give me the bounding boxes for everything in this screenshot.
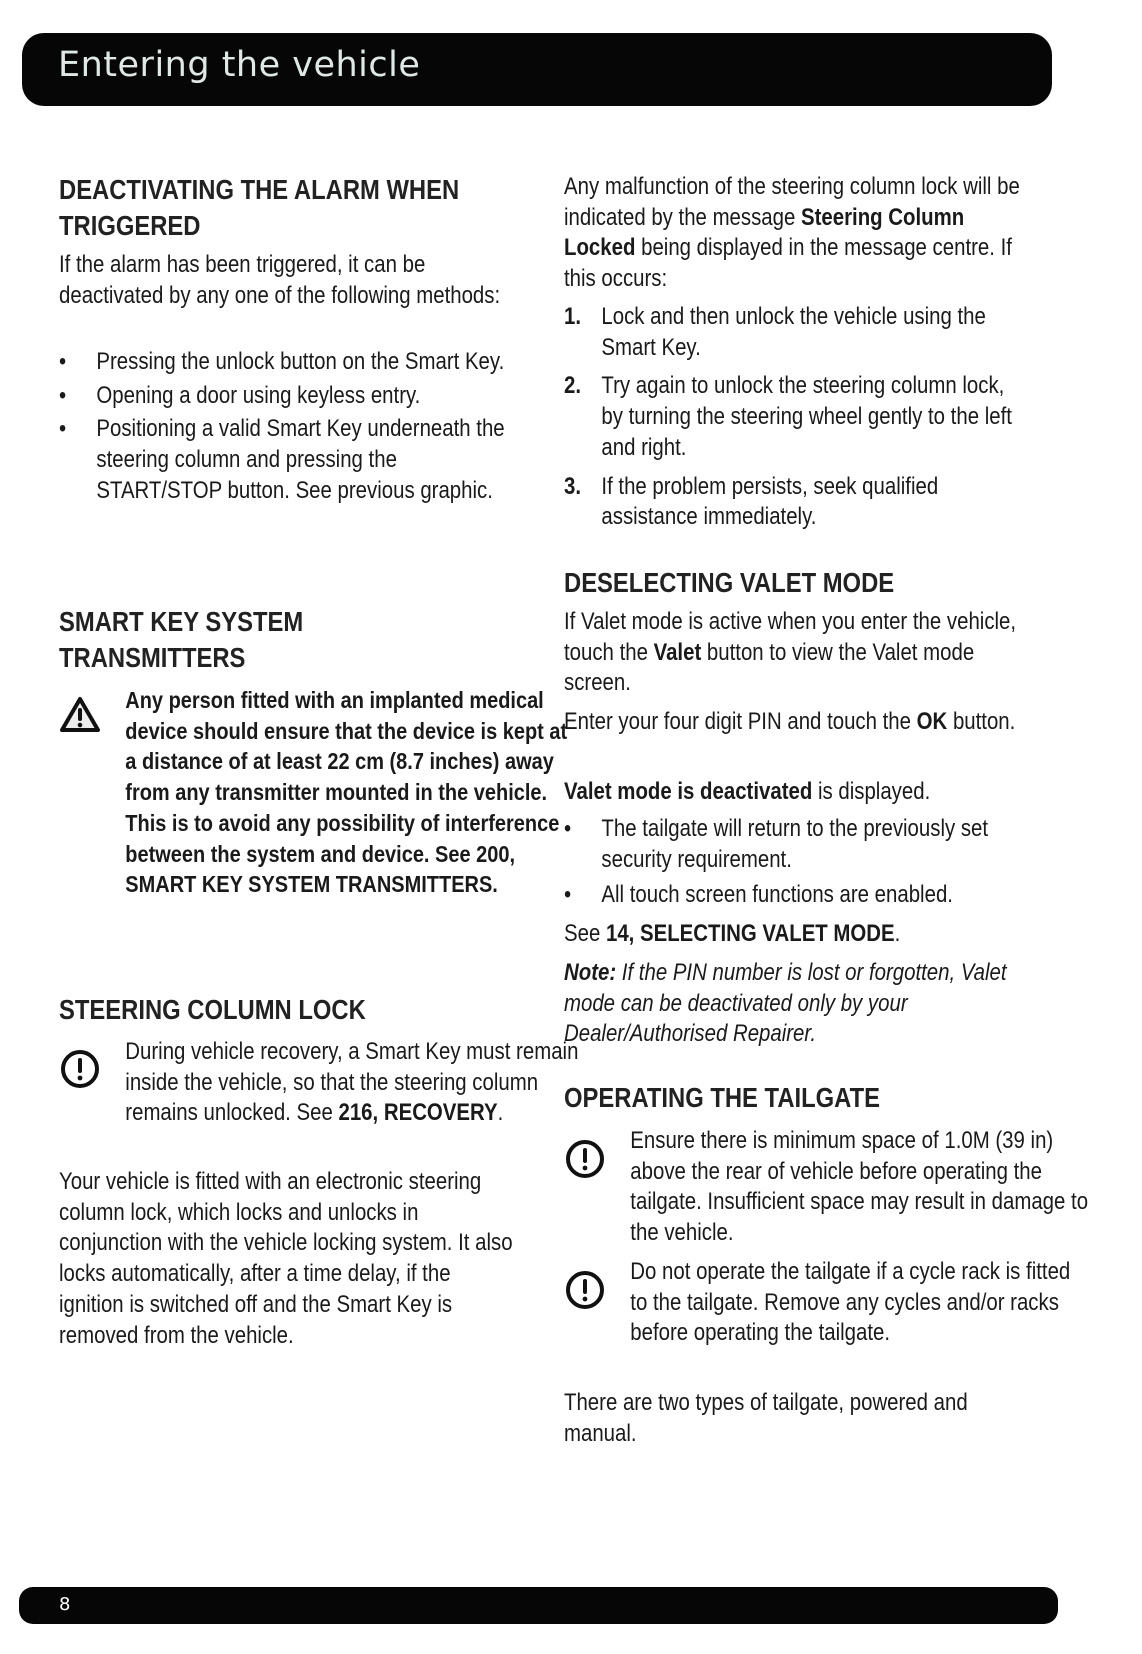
heading-deselecting-valet: DESELECTING VALET MODE: [564, 567, 895, 598]
valet-paragraph-3: [564, 777, 1023, 808]
step-item: [564, 371, 1023, 463]
tailgate-types-paragraph: There are two types of tailgate, powered and manual.: [564, 1389, 968, 1447]
text: See: [564, 920, 606, 947]
text: is displayed.: [812, 778, 931, 805]
heading-smart-key-transmitters: SMART KEY SYSTEM TRANSMITTERS: [59, 606, 304, 673]
punctuation: .: [497, 1099, 504, 1127]
list-item-text: Pressing the unlock button on the Smart Key.: [96, 348, 505, 375]
malfunction-steps: [564, 302, 1023, 536]
heading-deactivating-alarm: DEACTIVATING THE ALARM WHEN TRIGGERED: [59, 174, 460, 241]
page-footer-bar: [19, 1587, 1058, 1624]
note-label: Note:: [564, 959, 617, 986]
step-text: Lock and then unlock the vehicle using the Smart Key.: [601, 303, 986, 361]
valet-paragraph-2: [564, 707, 1023, 738]
notice-text: During vehicle recovery, a Smart Key must remain inside the vehicle, so that the steering column remains unlocked. See: [125, 1038, 579, 1127]
list-item-text: Opening a door using keyless entry.: [96, 381, 421, 409]
text: Any malfunction of the steering column lock will be indicated by the message: [564, 173, 1020, 231]
valet-bullets: [564, 814, 1023, 914]
steering-lock-paragraph: Your vehicle is fitted with an electronic steering column lock, which locks and unlocks in conjunction with the vehicle locking system. It also locks automatically, after a time delay, if the ignition is switched off and the Smart Key is removed from the vehicle.: [59, 1168, 513, 1349]
step-number: 1.: [564, 303, 582, 330]
step-item: [564, 302, 1023, 363]
recovery-notice: [59, 1037, 581, 1129]
step-text: Try again to unlock the steering column lock, by turning the steering wheel gently to the left and right.: [601, 372, 1012, 461]
message-text: Steering Column Locked: [564, 203, 965, 262]
text: Enter your four digit PIN and touch the: [564, 708, 917, 735]
valet-paragraph-1: [564, 607, 1023, 699]
page-number: 8: [59, 1594, 71, 1615]
list-item: • Pressing the unlock button on the Smart Key.: [59, 348, 505, 375]
tailgate-cycle-rack-notice: Do not operate the tailgate if a cycle rack is fitted to the tailgate. Remove any cycles and/or racks before operating the tailgate.: [630, 1258, 1071, 1347]
selecting-valet-link[interactable]: 14, SELECTING VALET MODE: [605, 920, 895, 947]
list-item-text: All touch screen functions are enabled.: [601, 881, 953, 909]
list-item: • All touch screen functions are enabled.: [564, 881, 953, 909]
message-text: Valet mode is deactivated: [564, 778, 813, 805]
text: If Valet mode is active when you enter the vehicle, touch the: [564, 608, 1017, 666]
text: button to view the Valet mode screen.: [564, 638, 975, 697]
list-item: • Positioning a valid Smart Key underneath the steering column and pressing the START/STOP button. See previous graphic.: [59, 415, 505, 504]
list-item: • Opening a door using keyless entry.: [59, 381, 421, 409]
ok-button-ref: OK: [916, 708, 948, 735]
alarm-intro: If the alarm has been triggered, it can be deactivated by any one of the following methods:: [59, 251, 501, 309]
page-header-title: Entering the vehicle: [58, 45, 421, 85]
page-header-bar: [22, 33, 1052, 106]
step-number: 2.: [564, 372, 582, 400]
valet-button-ref: Valet: [653, 638, 702, 666]
malfunction-paragraph: [564, 172, 1023, 295]
alarm-methods-list: [59, 347, 515, 510]
step-number: 3.: [564, 472, 582, 500]
tailgate-space-notice: Ensure there is minimum space of 1.0M (39 in) above the rear of vehicle before operating the tailgate. Insufficient space may result in damage to the vehicle.: [630, 1127, 1089, 1247]
step-item: [564, 472, 1023, 533]
list-item-text: The tailgate will return to the previously set security requirement.: [601, 815, 989, 873]
recovery-link[interactable]: 216, RECOVERY: [338, 1099, 498, 1127]
valet-note: [564, 958, 1023, 1050]
step-text: If the problem persists, seek qualified assistance immediately.: [601, 472, 939, 531]
list-item: • The tailgate will return to the previously set security requirement.: [564, 815, 989, 873]
see-selecting-valet: [564, 919, 1023, 950]
note-text: If the PIN number is lost or forgotten, Valet mode can be deactivated only by your Dealer/Authorised Repairer.: [564, 959, 1007, 1048]
text: button.: [947, 708, 1016, 735]
heading-steering-column-lock: STEERING COLUMN LOCK: [59, 994, 366, 1025]
text: being displayed in the message centre. If this occurs:: [564, 234, 1012, 293]
heading-operating-tailgate: OPERATING THE TAILGATE: [564, 1082, 881, 1113]
punctuation: .: [894, 920, 901, 947]
list-item-text: Positioning a valid Smart Key underneath the steering column and pressing the START/STOP button. See previous graphic.: [96, 415, 505, 504]
implant-warning-text: Any person fitted with an implanted medical device should ensure that the device is kept at a distance of at least 22 cm (8.7 inches) away from any transmitter mounted in the vehicle. This is to avoid any possibility of interference between the system and device. See 200, SMART KEY SYSTEM TRANSMITTERS.: [125, 687, 568, 898]
